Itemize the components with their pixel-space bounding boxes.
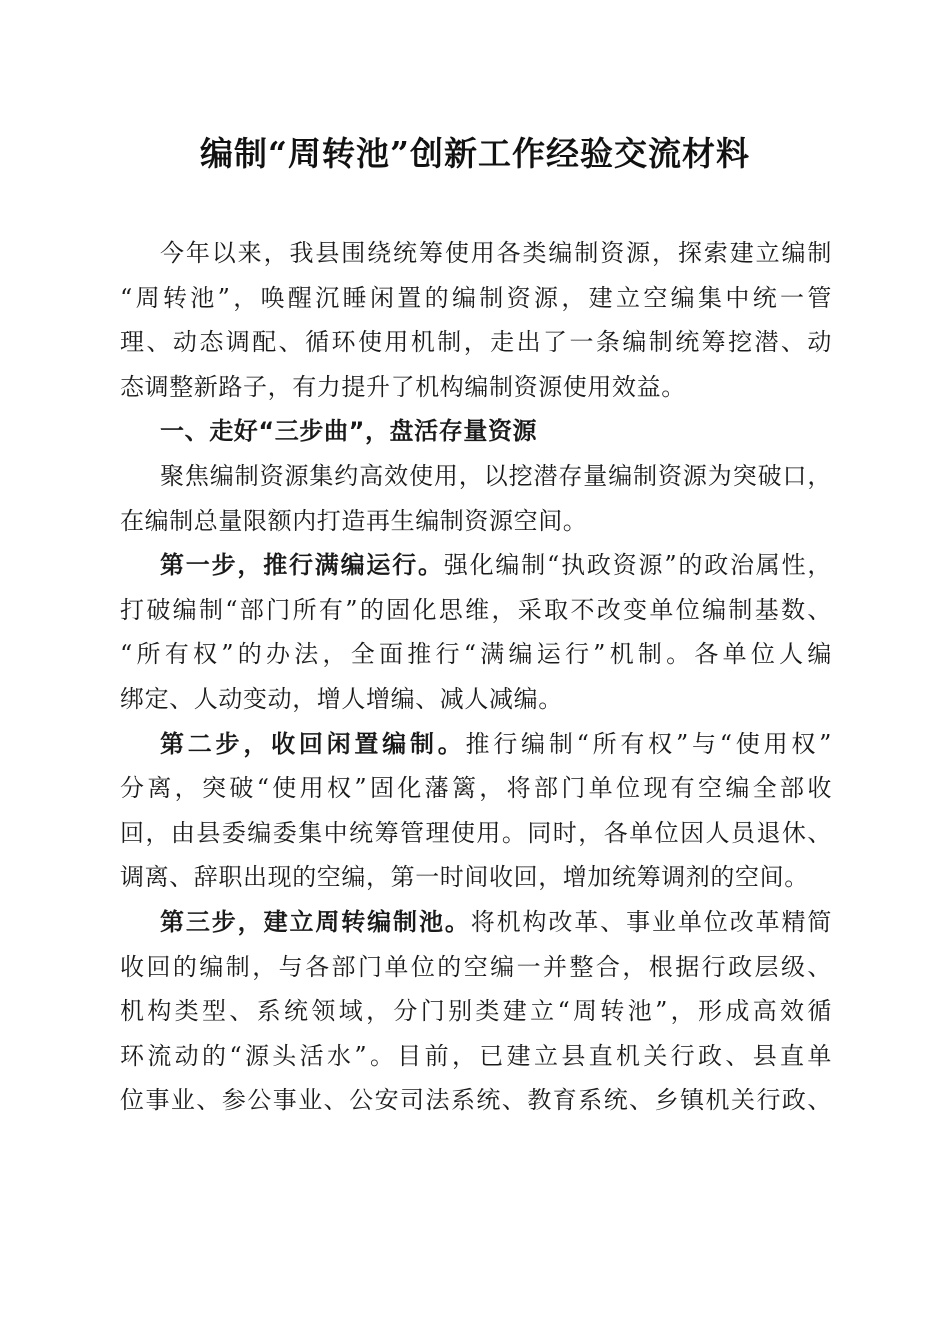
step3-line-3: 机构类型、系统领域，分门别类建立“周转池”，形成高效循	[120, 997, 832, 1026]
step3-line-4: 环流动的“源头活水”。目前，已建立县直机关行政、县直单	[120, 1041, 832, 1070]
step3-lead: 第三步，建立周转编制池。	[160, 906, 471, 936]
intro-line-3: 理、动态调配、循环使用机制，走出了一条编制统筹挖潜、动	[120, 328, 832, 357]
section-heading-1: 一、走好“三步曲”，盘活存量资源	[160, 417, 538, 446]
intro-line-2: “周转池”，唤醒沉睡闲置的编制资源，建立空编集中统一管	[120, 283, 832, 312]
step1-line-3: “所有权”的办法，全面推行“满编运行”机制。各单位人编	[120, 640, 832, 669]
step2-line-4: 调离、辞职出现的空编，第一时间收回，增加统筹调剂的空间。	[120, 863, 809, 892]
section1-line-2: 在编制总量限额内打造再生编制资源空间。	[120, 506, 588, 535]
step1-first-rest: 强化编制“执政资源”的政治属性，	[443, 551, 832, 580]
step1-lead: 第一步，推行满编运行。	[160, 550, 444, 580]
step2-line-1	[120, 722, 832, 767]
step2-first-rest: 推行编制“所有权”与“使用权”	[465, 729, 832, 758]
step3-first-rest: 将机构改革、事业单位改革精简	[470, 907, 832, 936]
step3-line-1	[120, 900, 832, 945]
intro-line-4: 态调整新路子，有力提升了机构编制资源使用效益。	[120, 372, 686, 401]
document-title: 编制“周转池”创新工作经验交流材料	[200, 134, 750, 173]
step1-line-1	[120, 543, 832, 588]
step3-line-2: 收回的编制，与各部门单位的空编一并整合，根据行政层级、	[120, 952, 832, 981]
step3-line-5: 位事业、参公事业、公安司法系统、教育系统、乡镇机关行政、	[120, 1086, 832, 1115]
step2-line-3: 回，由县委编委集中统筹管理使用。同时，各单位因人员退休、	[120, 818, 832, 847]
step1-line-2: 打破编制“部门所有”的固化思维，采取不改变单位编制基数、	[120, 595, 832, 624]
section1-line-1: 聚焦编制资源集约高效使用，以挖潜存量编制资源为突破口，	[160, 461, 832, 490]
step1-line-4: 绑定、人动变动，增人增编、减人减编。	[120, 684, 563, 713]
intro-line-1: 今年以来，我县围绕统筹使用各类编制资源，探索建立编制	[160, 239, 832, 267]
document-body	[120, 231, 832, 1123]
step2-line-2: 分离，突破“使用权”固化藩篱，将部门单位现有空编全部收	[120, 774, 832, 803]
step2-lead: 第二步，收回闲置编制。	[160, 728, 466, 758]
